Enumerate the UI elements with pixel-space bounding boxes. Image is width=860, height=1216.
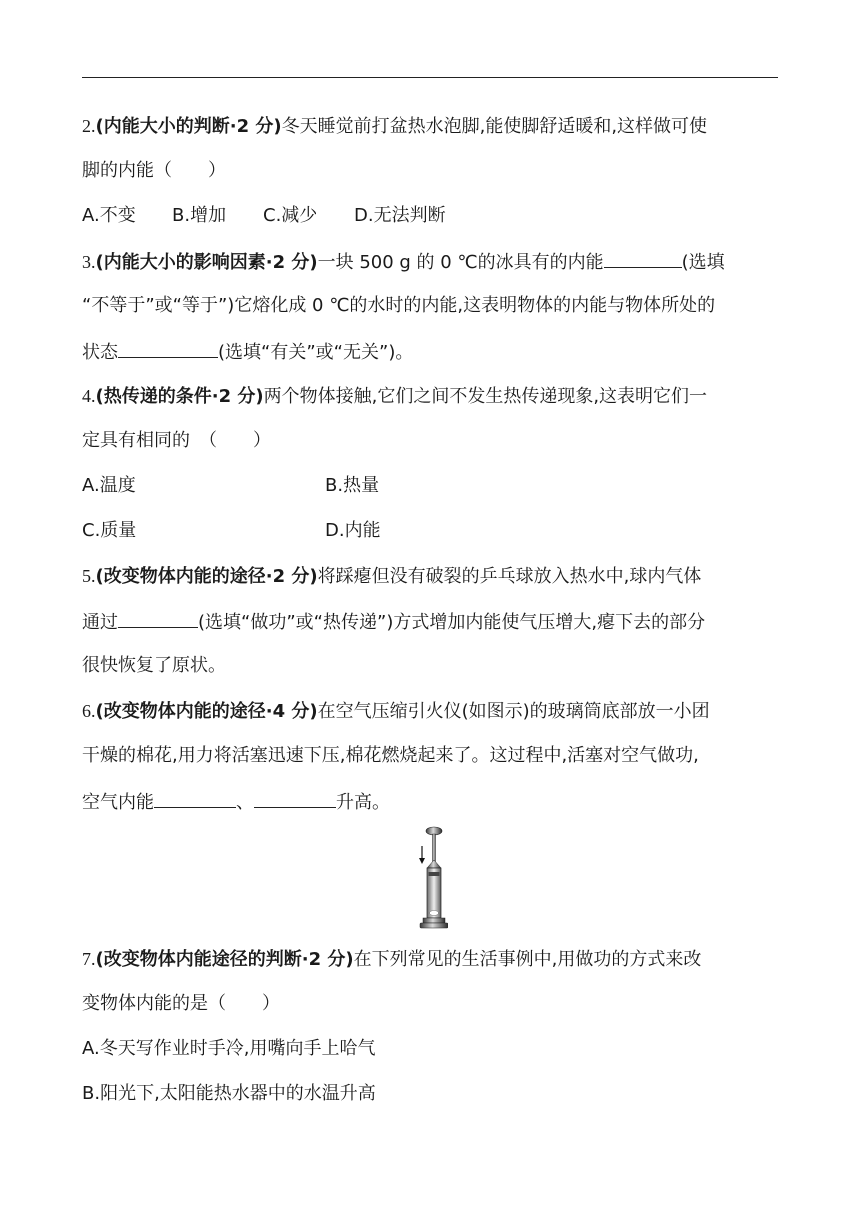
q5-number: 5.: [82, 566, 96, 586]
q6-line-2: 干燥的棉花,用力将活塞迅速下压,棉花燃烧起来了。这过程中,活塞对空气做功,: [82, 745, 699, 766]
q5-tag: (改变物体内能的途径·2 分): [95, 566, 318, 587]
q2-line-1: [82, 114, 707, 139]
q7-line-2: 变物体内能的是（ ）: [82, 993, 280, 1014]
q3-text-3a: 状态: [82, 342, 118, 363]
q2-option-d: D.无法判断: [354, 205, 446, 226]
header-rule: [82, 77, 778, 78]
q6-text-3b: 、: [236, 792, 254, 813]
q2-option-a: A.不变: [82, 205, 136, 226]
q4-tag: (热传递的条件·2 分): [95, 386, 264, 407]
q4-line-1: [82, 384, 707, 409]
q6-number: 6.: [82, 701, 96, 721]
q5-text-2a: 通过: [82, 612, 118, 633]
q5-line-3: 很快恢复了原状。: [82, 655, 226, 676]
q5-text-1: 将踩瘪但没有破裂的乒乓球放入热水中,球内气体: [317, 566, 702, 587]
q7-option-a: A.冬天写作业时手冷,用嘴向手上哈气: [82, 1038, 376, 1059]
q3-line-3: [82, 339, 413, 365]
q6-text-3a: 空气内能: [82, 792, 154, 813]
q2-text-1: 冬天睡觉前打盆热水泡脚,能使脚舒适暖和,这样做可使: [281, 116, 708, 137]
q4-option-b: B.热量: [325, 475, 380, 496]
q4-text-1: 两个物体接触,它们之间不发生热传递现象,这表明它们一: [263, 386, 708, 407]
q6-text-1: 在空气压缩引火仪(如图示)的玻璃筒底部放一小团: [317, 701, 710, 722]
q7-tag: (改变物体内能途径的判断·2 分): [95, 949, 354, 970]
q4-option-a: A.温度: [82, 475, 136, 496]
q5-blank-1[interactable]: [118, 609, 198, 628]
q7-text-1: 在下列常见的生活事例中,用做功的方式来改: [353, 949, 702, 970]
q6-blank-2[interactable]: [254, 789, 336, 808]
q4-option-d: D.内能: [325, 520, 381, 541]
q6-line-3: [82, 789, 390, 815]
q3-tag: (内能大小的影响因素·2 分): [95, 252, 318, 273]
q5-text-2b: (选填“做功”或“热传递”)方式增加内能使气压增大,瘪下去的部分: [198, 612, 706, 633]
q2-option-b: B.增加: [172, 205, 227, 226]
q6-text-3c: 升高。: [336, 792, 390, 813]
q3-blank-1[interactable]: [604, 249, 682, 268]
q6-tag: (改变物体内能的途径·4 分): [95, 701, 318, 722]
q3-blank-2[interactable]: [118, 339, 218, 358]
q7-number: 7.: [82, 949, 96, 969]
q4-line-2: 定具有相同的 （ ）: [82, 430, 271, 451]
q3-number: 3.: [82, 252, 96, 272]
q2-tag: (内能大小的判断·2 分): [95, 116, 282, 137]
air-compression-igniter-icon: [414, 826, 448, 930]
q5-line-2: [82, 609, 705, 635]
q2-line-2: 脚的内能（ ）: [82, 160, 226, 181]
q3-text-1a: 一块 500 g 的 0 ℃的冰具有的内能: [317, 252, 604, 273]
q3-line-1: [82, 249, 725, 275]
q4-number: 4.: [82, 386, 96, 406]
q6-blank-1[interactable]: [154, 789, 236, 808]
q6-line-1: [82, 699, 710, 724]
q4-option-c: C.质量: [82, 520, 137, 541]
q7-option-b: B.阳光下,太阳能热水器中的水温升高: [82, 1083, 376, 1104]
q7-line-1: [82, 947, 701, 972]
q2-option-c: C.减少: [263, 205, 318, 226]
q3-text-3b: (选填“有关”或“无关”)。: [218, 342, 414, 363]
q5-line-1: [82, 564, 701, 589]
q3-text-1b: (选填: [681, 252, 725, 273]
q2-number: 2.: [82, 116, 96, 136]
q3-line-2: “不等于”或“等于”)它熔化成 0 ℃的水时的内能,这表明物体的内能与物体所处的: [82, 295, 716, 316]
